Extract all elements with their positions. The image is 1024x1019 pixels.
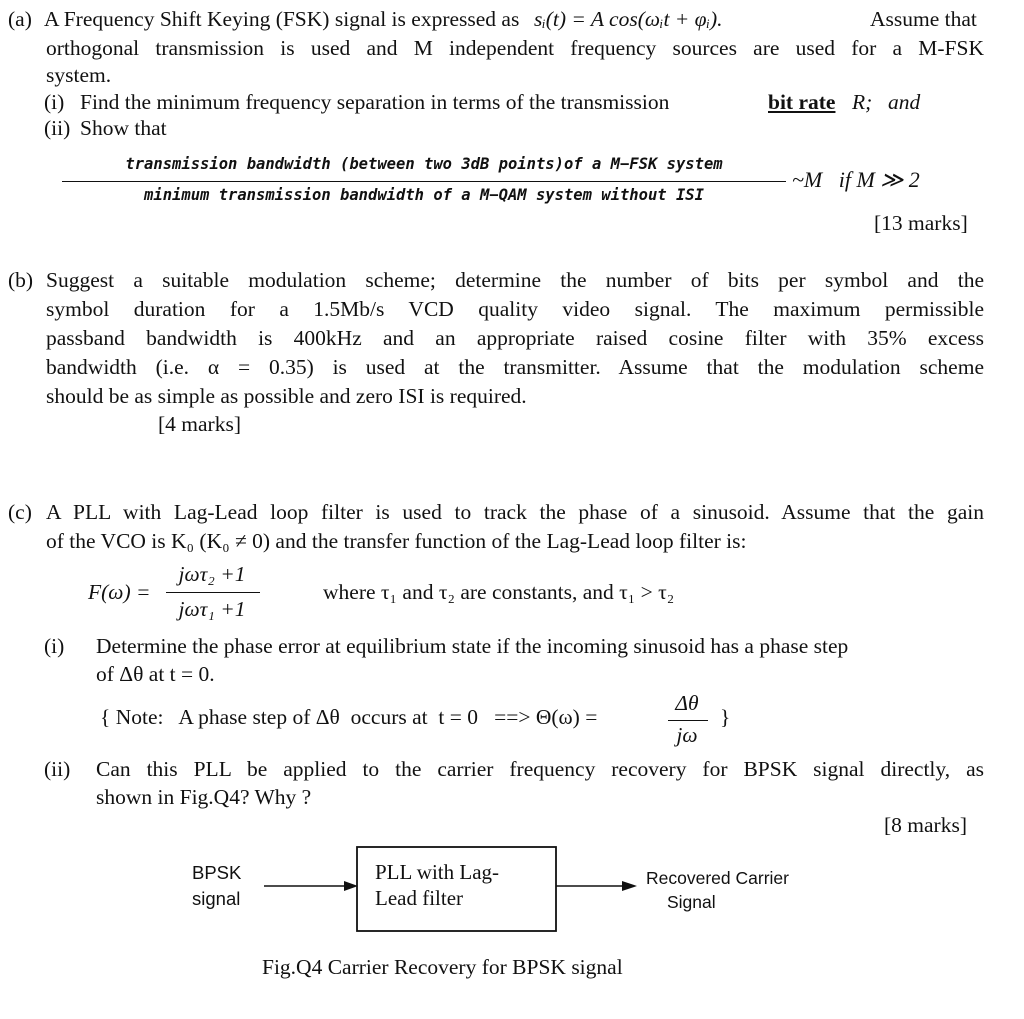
- filter-numerator: jωτ₂ +1: [178, 562, 246, 586]
- ratio-result: ~M if M ≫ 2: [792, 167, 920, 192]
- pll-block-line1: PLL with Lag-: [375, 860, 500, 884]
- filter-constants-note: where τ₁ and τ₂ are constants, and τ₁ > τ₂: [323, 580, 675, 604]
- output-arrow: [556, 881, 637, 891]
- bit-rate-term: bit rate: [768, 90, 836, 114]
- part-a-i-text: Find the minimum frequency separation in terms of the transmission: [80, 90, 670, 114]
- part-a-line2: orthogonal transmission is used and M independent frequency sources are used for a M-FSK: [46, 36, 984, 60]
- part-b-marks: [4 marks]: [158, 412, 241, 436]
- filter-function-lhs: F(ω) =: [88, 580, 151, 604]
- bit-rate-var: R;: [852, 90, 873, 114]
- part-b-label: (b): [8, 268, 34, 292]
- part-c-i-label: (i): [44, 634, 65, 658]
- part-b-line5: should be as simple as possible and zero ISI is required.: [46, 384, 527, 408]
- part-c-i-line2: of Δθ at t = 0.: [96, 662, 215, 686]
- part-b-line2: symbol duration for a 1.5Mb/s VCD quality video signal. The maximum permissible: [46, 297, 984, 321]
- bandwidth-ratio-numerator: transmission bandwidth (between two 3dB points)of a M−FSK system: [125, 155, 723, 173]
- input-label-line1: BPSK: [192, 862, 242, 883]
- part-b-line4: bandwidth (i.e. α = 0.35) is used at the transmitter. Assume that the modulation scheme: [46, 355, 984, 379]
- part-b-line3: passband bandwidth is 400kHz and an appropriate raised cosine filter with 35% excess: [46, 326, 984, 350]
- output-label-line1: Recovered Carrier: [646, 868, 789, 888]
- part-c-ii-label: (ii): [44, 757, 71, 781]
- part-a-marks: [13 marks]: [874, 211, 968, 235]
- filter-denominator: jωτ₁ +1: [178, 597, 246, 621]
- phase-step-note: { Note: A phase step of Δθ occurs at t = 0 ==> Θ(ω) =: [100, 705, 598, 729]
- figure-caption: Fig.Q4 Carrier Recovery for BPSK signal: [262, 955, 623, 979]
- part-b-line1: Suggest a suitable modulation scheme; determine the number of bits per symbol and the: [46, 268, 984, 292]
- part-c-ii-line2: shown in Fig.Q4? Why ?: [96, 785, 312, 809]
- input-arrow: [264, 881, 358, 891]
- pll-block-line2: Lead filter: [375, 886, 464, 910]
- part-c-line2: of the VCO is K₀ (K₀ ≠ 0) and the transfer function of the Lag-Lead loop filter is:: [46, 529, 747, 553]
- part-a-ii-text: Show that: [80, 116, 167, 140]
- part-a-label: (a): [8, 7, 32, 31]
- part-c-line1: A PLL with Lag-Lead loop filter is used to track the phase of a sinusoid. Assume that the gain: [46, 500, 984, 524]
- note-numerator: Δθ: [675, 691, 699, 715]
- part-c-ii-line1: Can this PLL be applied to the carrier frequency recovery for BPSK signal directly, as: [96, 757, 984, 781]
- note-close-brace: }: [720, 705, 731, 729]
- part-c-i-line1: Determine the phase error at equilibrium state if the incoming sinusoid has a phase step: [96, 634, 849, 658]
- note-denominator: jω: [676, 723, 698, 747]
- part-a-ii-label: (ii): [44, 116, 71, 140]
- part-c-marks: [8 marks]: [884, 813, 967, 837]
- fsk-signal-expression: sᵢ(t) = A cos(ωᵢt + φᵢ).: [534, 7, 723, 31]
- and-word: and: [888, 90, 921, 114]
- part-a-i-label: (i): [44, 90, 65, 114]
- part-a-line3: system.: [46, 63, 112, 87]
- input-label-line2: signal: [192, 888, 241, 909]
- part-a-line1-post: Assume that: [870, 7, 977, 31]
- bandwidth-ratio-denominator: minimum transmission bandwidth of a M−QAM system without ISI: [144, 186, 704, 204]
- part-c-label: (c): [8, 500, 32, 524]
- part-a-line1-pre: A Frequency Shift Keying (FSK) signal is expressed as: [44, 7, 520, 31]
- output-label-line2: Signal: [667, 892, 716, 912]
